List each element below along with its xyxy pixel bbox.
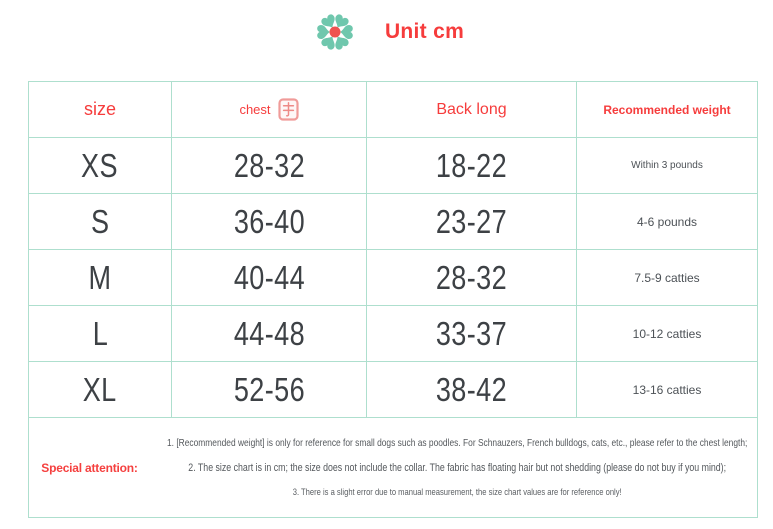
special-attention-row — [29, 418, 758, 518]
column-header-size — [29, 82, 172, 138]
table-row-xl — [29, 362, 758, 418]
table-row-m — [29, 250, 758, 306]
back-long-cell: 18-22 — [367, 138, 577, 194]
unit-label: Unit cm — [384, 20, 465, 43]
size-chart-table — [28, 81, 758, 518]
back-long-cell: 38-42 — [367, 362, 577, 418]
chest-cell: 36-40 — [172, 194, 367, 250]
notes-list — [141, 437, 773, 498]
size-cell: S — [29, 194, 172, 250]
table-header-row — [29, 82, 758, 138]
back-long-cell: 28-32 — [367, 250, 577, 306]
back-long-cell: 33-37 — [367, 306, 577, 362]
special-attention-label: Special attention: — [41, 460, 138, 475]
weight-cell: 10-12 catties — [577, 306, 758, 362]
weight-cell: 7.5-9 catties — [577, 250, 758, 306]
note-item-1: 1. [Recommended weight] is only for reference for small dogs such as poodles. For Schnauzers, French bulldogs, cats, etc., please refer to the chest length; — [167, 437, 748, 449]
column-header-recommended-weight — [577, 82, 758, 138]
back-long-cell: 23-27 — [367, 194, 577, 250]
chest-cell: 28-32 — [172, 138, 367, 194]
size-cell: L — [29, 306, 172, 362]
weight-cell: 13-16 catties — [577, 362, 758, 418]
back-long-header-label: Back long — [436, 100, 507, 118]
weight-cell: Within 3 pounds — [577, 138, 758, 194]
note-item-3: 3. There is a slight error due to manual measurement, the size chart values are for reference only! — [292, 487, 622, 498]
table-row-s — [29, 194, 758, 250]
table-row-xs — [29, 138, 758, 194]
table-row-l — [29, 306, 758, 362]
chest-cell: 52-56 — [172, 362, 367, 418]
weight-cell: 4-6 pounds — [577, 194, 758, 250]
size-cell: XL — [29, 362, 172, 418]
column-header-chest — [172, 82, 367, 138]
heart-petal-flower-icon — [309, 6, 361, 58]
size-header-label: size — [83, 99, 116, 119]
page-header — [0, 4, 773, 60]
size-cell: XS — [29, 138, 172, 194]
recommended-weight-header-label: Recommended weight — [603, 102, 731, 117]
chest-girth-seal-icon — [278, 98, 299, 121]
note-item-2: 2. The size chart is in cm; the size does not include the collar. The fabric has floating hair but not shedding (please do not buy if you mind); — [188, 462, 727, 474]
chest-header-label: chest — [239, 102, 271, 117]
size-cell: M — [29, 250, 172, 306]
notes-cell — [29, 418, 758, 518]
chest-cell: 40-44 — [172, 250, 367, 306]
chest-cell: 44-48 — [172, 306, 367, 362]
column-header-back-long — [367, 82, 577, 138]
